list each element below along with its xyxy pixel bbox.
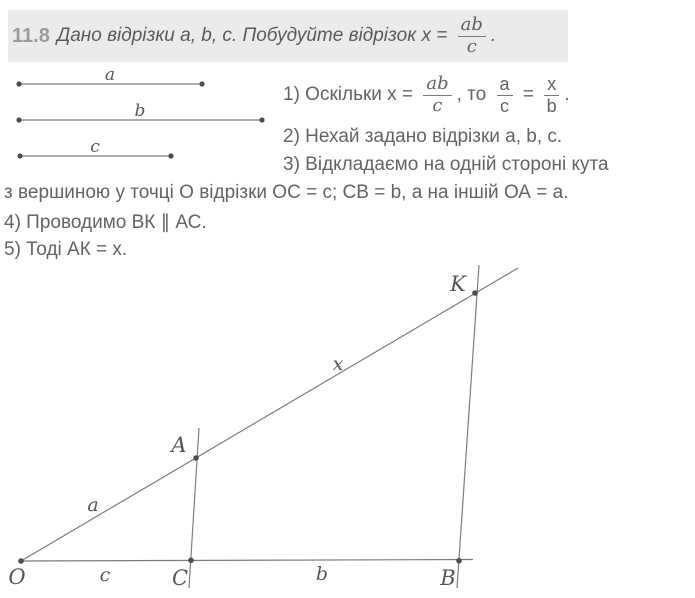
point-label-B: B bbox=[440, 566, 456, 590]
construction-diagram bbox=[0, 260, 695, 598]
point-B bbox=[456, 558, 462, 564]
point-C bbox=[188, 558, 194, 564]
fraction-numerator: ab bbox=[458, 16, 486, 37]
point-A bbox=[193, 455, 199, 461]
ray-O-C-B bbox=[21, 560, 473, 562]
solution-step-2: 2) Нехай задано відрізки a, b, c. bbox=[283, 126, 563, 147]
given-segments-figure bbox=[0, 66, 280, 178]
segment-a-endpoint bbox=[16, 81, 21, 86]
step1-fraction-ab-c bbox=[423, 72, 451, 116]
point-label-A: A bbox=[171, 433, 187, 457]
solution-step-3-continuation: з вершиною у точці О відрізки ОС = с; СВ = b, а на іншій ОА = а. bbox=[4, 182, 569, 203]
point-label-K: K bbox=[450, 272, 466, 296]
point-label-C: C bbox=[171, 566, 189, 590]
segment-b-label: b bbox=[134, 101, 146, 121]
segment-b-endpoint bbox=[259, 117, 264, 122]
line-B-K bbox=[457, 265, 479, 588]
segment-a-label: a bbox=[104, 66, 116, 85]
problem-number: 11.8 bbox=[12, 24, 50, 47]
ray-O-A-K bbox=[21, 268, 518, 561]
step1-text: = bbox=[517, 84, 540, 105]
fraction-denominator: c bbox=[466, 35, 477, 57]
solution-step-1 bbox=[283, 72, 569, 118]
edge-label-a: a bbox=[87, 494, 99, 516]
point-K bbox=[472, 290, 478, 296]
fraction-numerator: ab bbox=[423, 75, 451, 96]
solution-step-4: 4) Проводимо ВК ∥ АС. bbox=[4, 212, 207, 233]
segment-c-endpoint bbox=[17, 153, 22, 158]
solution-step-5: 5) Тоді АК = х. bbox=[4, 239, 128, 260]
point-O bbox=[18, 558, 24, 564]
problem-statement-period: . bbox=[490, 25, 497, 46]
edge-label-b: b bbox=[315, 563, 329, 585]
step1-fraction-a-c bbox=[497, 75, 513, 116]
segment-a-endpoint bbox=[199, 81, 204, 86]
fraction-denominator: b bbox=[546, 95, 557, 116]
step1-text: 1) Оскільки x = bbox=[283, 84, 419, 105]
fraction-denominator: c bbox=[500, 95, 510, 116]
fraction-denominator: c bbox=[432, 94, 443, 116]
edge-label-c: c bbox=[99, 564, 111, 586]
segment-c-label: c bbox=[90, 137, 100, 157]
segment-b-endpoint bbox=[16, 117, 21, 122]
step1-text: , то bbox=[456, 84, 492, 105]
segment-c-endpoint bbox=[168, 153, 173, 158]
edge-label-x: x bbox=[332, 353, 344, 375]
step1-fraction-x-b bbox=[544, 75, 559, 116]
fraction-numerator: a bbox=[497, 75, 513, 96]
solution-step-3: 3) Відкладаємо на одній стороні кута bbox=[283, 154, 609, 175]
problem-statement: Дано відрізки a, b, c. Побудуйте відрізок x = bbox=[56, 25, 453, 46]
line-A-C bbox=[189, 428, 199, 588]
problem-title-bar bbox=[8, 10, 568, 62]
step1-text: . bbox=[564, 84, 570, 105]
point-label-O: O bbox=[8, 565, 26, 589]
fraction-numerator: x bbox=[544, 75, 559, 96]
title-fraction bbox=[458, 13, 486, 57]
